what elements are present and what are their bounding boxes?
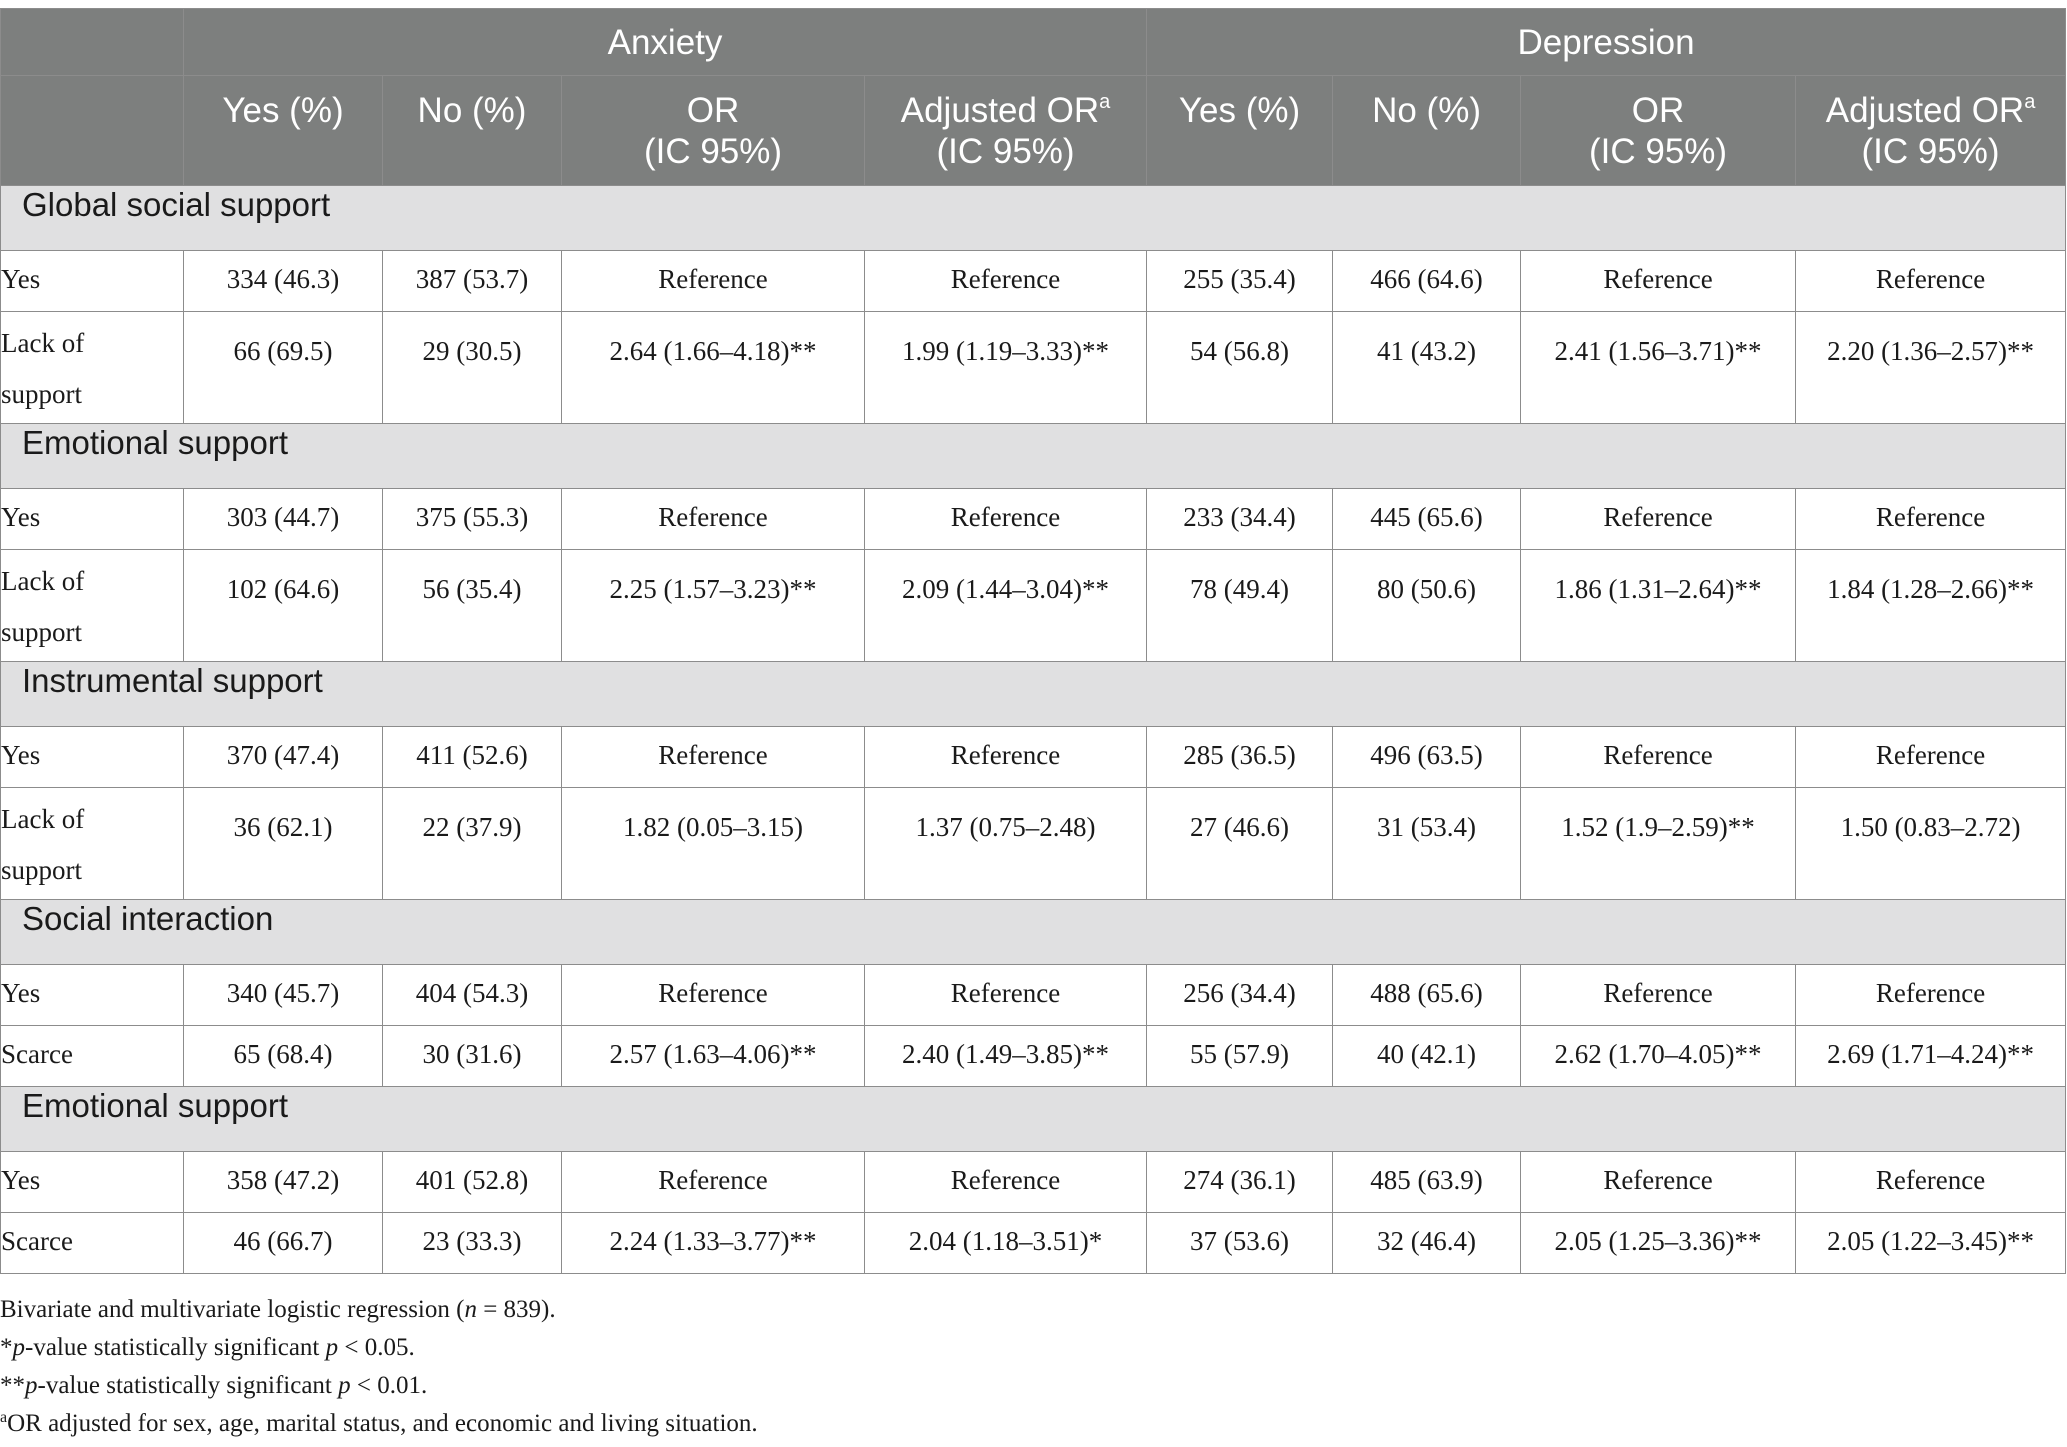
cell-dep-or: Reference	[1521, 1152, 1796, 1213]
cell-anx-yes: 46 (66.7)	[184, 1213, 383, 1274]
table-row	[1, 1026, 2066, 1087]
cell-dep-or: 2.62 (1.70–4.05)**	[1521, 1026, 1796, 1087]
cell-dep-or: 2.05 (1.25–3.36)**	[1521, 1213, 1796, 1274]
cell-dep-adj-or: 1.50 (0.83–2.72)	[1796, 788, 2066, 900]
section-title: Social interaction	[1, 900, 2066, 965]
col-header-anx-no: No (%)	[383, 76, 562, 186]
row-label: Yes	[1, 1152, 184, 1213]
cell-dep-no: 41 (43.2)	[1333, 312, 1521, 424]
cell-dep-yes: 255 (35.4)	[1147, 251, 1333, 312]
cell-dep-yes: 54 (56.8)	[1147, 312, 1333, 424]
cell-dep-or: Reference	[1521, 489, 1796, 550]
cell-dep-no: 40 (42.1)	[1333, 1026, 1521, 1087]
table-row	[1, 965, 2066, 1026]
cell-anx-no: 29 (30.5)	[383, 312, 562, 424]
cell-anx-adj-or: Reference	[865, 727, 1147, 788]
cell-dep-or: 2.41 (1.56–3.71)**	[1521, 312, 1796, 424]
table-row	[1, 489, 2066, 550]
section-title: Emotional support	[1, 424, 2066, 489]
cell-anx-or: 2.64 (1.66–4.18)**	[562, 312, 865, 424]
cell-dep-or: Reference	[1521, 251, 1796, 312]
cell-anx-or: Reference	[562, 1152, 865, 1213]
row-label: Yes	[1, 489, 184, 550]
cell-dep-yes: 274 (36.1)	[1147, 1152, 1333, 1213]
cell-anx-yes: 340 (45.7)	[184, 965, 383, 1026]
cell-dep-adj-or: Reference	[1796, 727, 2066, 788]
cell-dep-adj-or: 2.05 (1.22–3.45)**	[1796, 1213, 2066, 1274]
cell-dep-yes: 78 (49.4)	[1147, 550, 1333, 662]
cell-anx-yes: 36 (62.1)	[184, 788, 383, 900]
col-header-dep-adj-or: Adjusted $OR^a$ (IC 95%)	[1796, 76, 2066, 186]
cell-anx-or: Reference	[562, 489, 865, 550]
cell-anx-no: 22 (37.9)	[383, 788, 562, 900]
group-header-anxiety: Anxiety	[184, 9, 1147, 76]
cell-dep-adj-or: 2.69 (1.71–4.24)**	[1796, 1026, 2066, 1087]
cell-dep-no: 496 (63.5)	[1333, 727, 1521, 788]
cell-anx-adj-or: Reference	[865, 965, 1147, 1026]
section-title: Instrumental support	[1, 662, 2066, 727]
cell-dep-or: Reference	[1521, 965, 1796, 1026]
cell-anx-or: Reference	[562, 965, 865, 1026]
cell-dep-yes: 55 (57.9)	[1147, 1026, 1333, 1087]
cell-anx-adj-or: 1.37 (0.75–2.48)	[865, 788, 1147, 900]
cell-dep-no: 488 (65.6)	[1333, 965, 1521, 1026]
row-label: Lack of support	[1, 550, 184, 662]
table-row	[1, 727, 2066, 788]
table-row	[1, 1213, 2066, 1274]
cell-anx-no: 375 (55.3)	[383, 489, 562, 550]
cell-dep-yes: 256 (34.4)	[1147, 965, 1333, 1026]
cell-anx-yes: 102 (64.6)	[184, 550, 383, 662]
cell-anx-or: 2.25 (1.57–3.23)**	[562, 550, 865, 662]
cell-anx-or: Reference	[562, 251, 865, 312]
table-row	[1, 312, 2066, 424]
row-label: Yes	[1, 251, 184, 312]
cell-dep-no: 32 (46.4)	[1333, 1213, 1521, 1274]
row-label: Scarce	[1, 1026, 184, 1087]
cell-anx-yes: 303 (44.7)	[184, 489, 383, 550]
cell-dep-yes: 233 (34.4)	[1147, 489, 1333, 550]
header-corner-2	[1, 76, 184, 186]
cell-dep-no: 31 (53.4)	[1333, 788, 1521, 900]
cell-dep-no: 466 (64.6)	[1333, 251, 1521, 312]
table-row	[1, 1152, 2066, 1213]
section-title: Emotional support	[1, 1087, 2066, 1152]
table-row	[1, 550, 2066, 662]
cell-anx-adj-or: 2.40 (1.49–3.85)**	[865, 1026, 1147, 1087]
cell-anx-no: 387 (53.7)	[383, 251, 562, 312]
cell-anx-no: 56 (35.4)	[383, 550, 562, 662]
results-table	[0, 8, 2066, 1274]
cell-dep-or: Reference	[1521, 727, 1796, 788]
cell-dep-adj-or: Reference	[1796, 965, 2066, 1026]
cell-dep-or: 1.86 (1.31–2.64)**	[1521, 550, 1796, 662]
cell-dep-adj-or: Reference	[1796, 489, 2066, 550]
row-label: Lack of support	[1, 312, 184, 424]
cell-anx-adj-or: 2.04 (1.18–3.51)*	[865, 1213, 1147, 1274]
cell-anx-yes: 65 (68.4)	[184, 1026, 383, 1087]
cell-anx-yes: 66 (69.5)	[184, 312, 383, 424]
footnote-p05: *p-value statistically significant p < 0.05.	[0, 1334, 415, 1361]
cell-dep-no: 80 (50.6)	[1333, 550, 1521, 662]
section-title: Global social support	[1, 186, 2066, 251]
col-header-dep-or: OR (IC 95%)	[1521, 76, 1796, 186]
table-row	[1, 788, 2066, 900]
table-row	[1, 251, 2066, 312]
cell-dep-yes: 285 (36.5)	[1147, 727, 1333, 788]
cell-anx-yes: 370 (47.4)	[184, 727, 383, 788]
col-header-anx-yes: Yes (%)	[184, 76, 383, 186]
cell-anx-or: 2.24 (1.33–3.77)**	[562, 1213, 865, 1274]
cell-anx-adj-or: 1.99 (1.19–3.33)**	[865, 312, 1147, 424]
cell-anx-no: 401 (52.8)	[383, 1152, 562, 1213]
col-header-anx-or: OR (IC 95%)	[562, 76, 865, 186]
cell-dep-no: 485 (63.9)	[1333, 1152, 1521, 1213]
cell-anx-adj-or: 2.09 (1.44–3.04)**	[865, 550, 1147, 662]
cell-dep-no: 445 (65.6)	[1333, 489, 1521, 550]
cell-dep-adj-or: 2.20 (1.36–2.57)**	[1796, 312, 2066, 424]
header-corner	[1, 9, 184, 76]
cell-anx-no: 411 (52.6)	[383, 727, 562, 788]
row-label: Scarce	[1, 1213, 184, 1274]
cell-dep-yes: 37 (53.6)	[1147, 1213, 1333, 1274]
row-label: Yes	[1, 727, 184, 788]
cell-dep-yes: 27 (46.6)	[1147, 788, 1333, 900]
cell-anx-no: 23 (33.3)	[383, 1213, 562, 1274]
row-label: Yes	[1, 965, 184, 1026]
cell-anx-or: 2.57 (1.63–4.06)**	[562, 1026, 865, 1087]
col-header-dep-yes: Yes (%)	[1147, 76, 1333, 186]
row-label: Lack of support	[1, 788, 184, 900]
cell-dep-adj-or: Reference	[1796, 251, 2066, 312]
footnote-adjusted: $^a$OR adjusted for sex, age, marital status, and economic and living situation.	[0, 1409, 758, 1437]
cell-anx-adj-or: Reference	[865, 251, 1147, 312]
cell-anx-no: 30 (31.6)	[383, 1026, 562, 1087]
cell-anx-adj-or: Reference	[865, 489, 1147, 550]
cell-anx-yes: 358 (47.2)	[184, 1152, 383, 1213]
cell-dep-adj-or: Reference	[1796, 1152, 2066, 1213]
col-header-dep-no: No (%)	[1333, 76, 1521, 186]
footnote-method: Bivariate and multivariate logistic regression (n = 839).	[0, 1296, 556, 1323]
cell-anx-adj-or: Reference	[865, 1152, 1147, 1213]
cell-anx-yes: 334 (46.3)	[184, 251, 383, 312]
footnote-p01: **p-value statistically significant p < 0.01.	[0, 1372, 428, 1399]
col-header-anx-adj-or: Adjusted $OR^a$ (IC 95%)	[865, 76, 1147, 186]
cell-dep-adj-or: 1.84 (1.28–2.66)**	[1796, 550, 2066, 662]
group-header-depression: Depression	[1147, 9, 2066, 76]
table-footnotes	[0, 1291, 758, 1443]
cell-anx-or: Reference	[562, 727, 865, 788]
cell-anx-no: 404 (54.3)	[383, 965, 562, 1026]
cell-anx-or: 1.82 (0.05–3.15)	[562, 788, 865, 900]
cell-dep-or: 1.52 (1.9–2.59)**	[1521, 788, 1796, 900]
